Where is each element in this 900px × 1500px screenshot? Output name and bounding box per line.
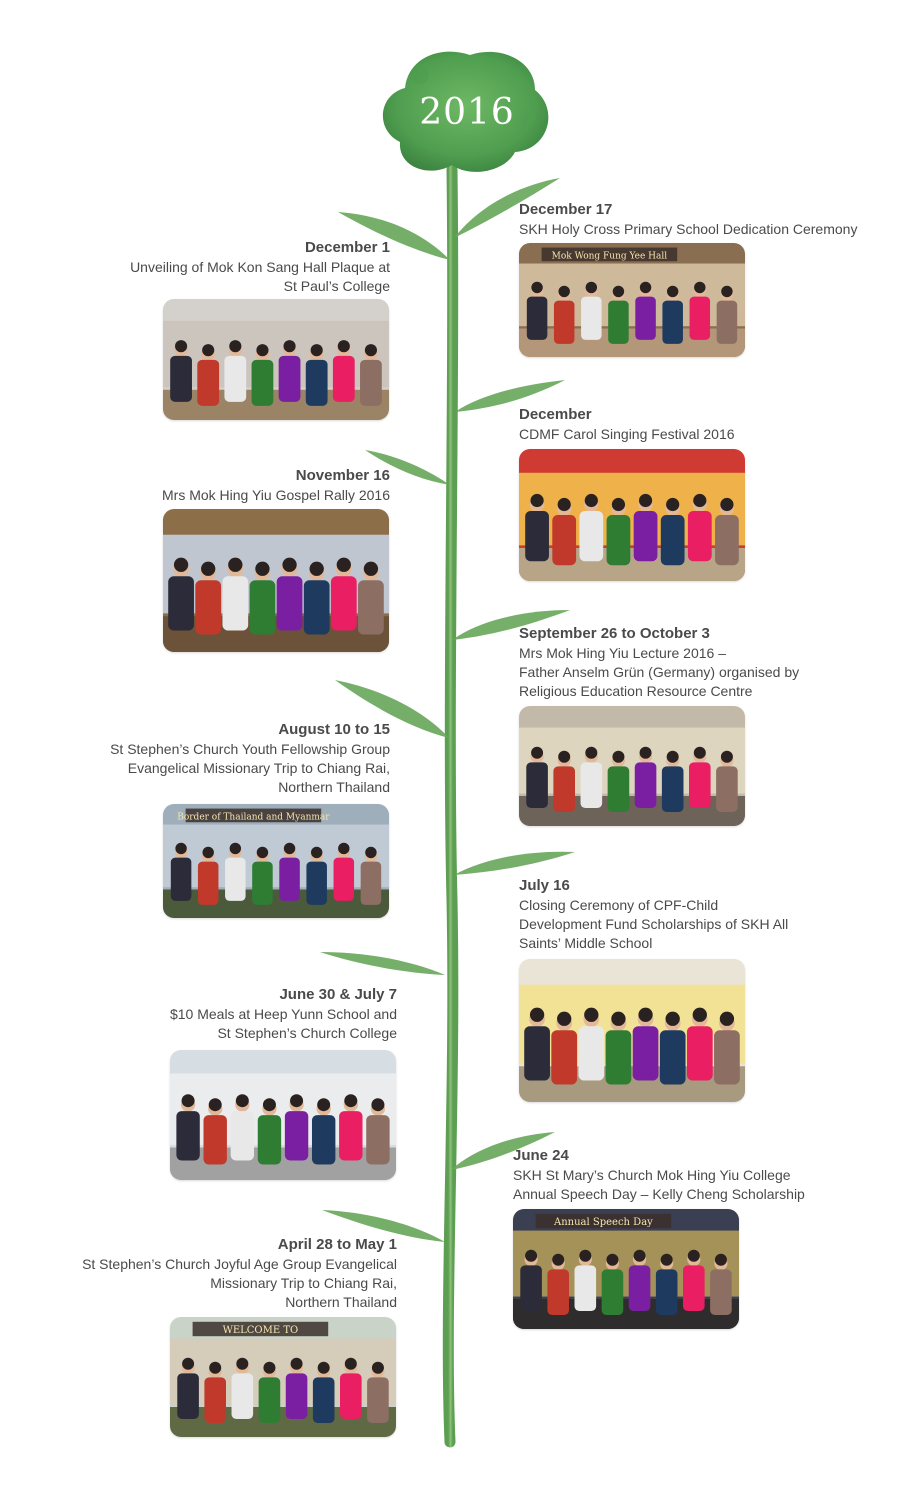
event-date: June 30 & July 7 xyxy=(279,986,397,1003)
event-dec xyxy=(519,405,879,444)
event-jun30 xyxy=(80,985,397,1043)
event-photo-jun24 xyxy=(513,1209,739,1329)
event-date: December 17 xyxy=(519,201,613,218)
event-description: Mrs Mok Hing Yiu Lecture 2016 – Father Anselm Grün (Germany) organised by Religious Education Resource Centre xyxy=(519,645,800,699)
event-photo-nov16 xyxy=(163,509,389,652)
event-description: CDMF Carol Singing Festival 2016 xyxy=(519,426,735,442)
event-photo-dec17 xyxy=(519,243,745,357)
stem xyxy=(448,170,453,1442)
event-description: $10 Meals at Heep Yunn School and St Stephen’s Church College xyxy=(169,1006,397,1041)
event-date: September 26 to October 3 xyxy=(519,625,710,642)
year-label: 2016 xyxy=(419,92,515,133)
event-description: Mrs Mok Hing Yiu Gospel Rally 2016 xyxy=(162,487,390,503)
leaf xyxy=(454,852,575,875)
event-nov16 xyxy=(80,466,390,505)
event-apr28 xyxy=(40,1235,397,1312)
event-dec17 xyxy=(519,200,879,239)
event-date: December xyxy=(519,406,592,423)
svg-text:WELCOME TO: WELCOME TO xyxy=(222,1325,299,1337)
event-description: SKH St Mary’s Church Mok Hing Yiu College Annual Speech Day – Kelly Cheng Scholarship xyxy=(513,1167,805,1202)
leaf xyxy=(320,952,445,975)
event-photo-apr28 xyxy=(170,1317,396,1437)
event-photo-aug10 xyxy=(163,804,389,918)
event-description: St Stephen’s Church Joyful Age Group Evangelical Missionary Trip to Chiang Rai, Northern Thailand xyxy=(82,1256,397,1310)
event-description: Unveiling of Mok Kon Sang Hall Plaque at St Paul’s College xyxy=(130,259,390,294)
svg-text:Border of Thailand and Myanmar: Border of Thailand and Myanmar xyxy=(177,812,330,823)
event-sep26 xyxy=(519,624,889,701)
event-photo-jul16 xyxy=(519,959,745,1102)
event-photo-dec xyxy=(519,449,745,581)
event-description: SKH Holy Cross Primary School Dedication Ceremony xyxy=(519,221,858,237)
event-date: December 1 xyxy=(304,239,390,256)
event-photo-dec1 xyxy=(163,299,389,420)
event-description: St Stephen’s Church Youth Fellowship Group Evangelical Missionary Trip to Chiang Rai, Northern Thailand xyxy=(110,741,390,795)
event-jul16 xyxy=(519,876,889,953)
flower-head xyxy=(383,52,548,172)
svg-text:Annual Speech Day: Annual Speech Day xyxy=(553,1217,653,1229)
event-photo-jun30 xyxy=(170,1050,396,1180)
event-date: August 10 to 15 xyxy=(278,721,390,738)
svg-text:Mok Wong Fung Yee Hall: Mok Wong Fung Yee Hall xyxy=(551,251,668,262)
event-photo-sep26 xyxy=(519,706,745,826)
event-description: Closing Ceremony of CPF-Child Development Fund Scholarships of SKH All Saints’ Middle School xyxy=(519,897,789,951)
event-jun24 xyxy=(513,1146,883,1204)
event-date: July 16 xyxy=(519,877,570,894)
event-dec1 xyxy=(80,238,390,296)
event-date: June 24 xyxy=(513,1147,569,1164)
event-date: November 16 xyxy=(295,467,390,484)
event-date: April 28 to May 1 xyxy=(277,1236,397,1253)
event-aug10 xyxy=(60,720,390,797)
